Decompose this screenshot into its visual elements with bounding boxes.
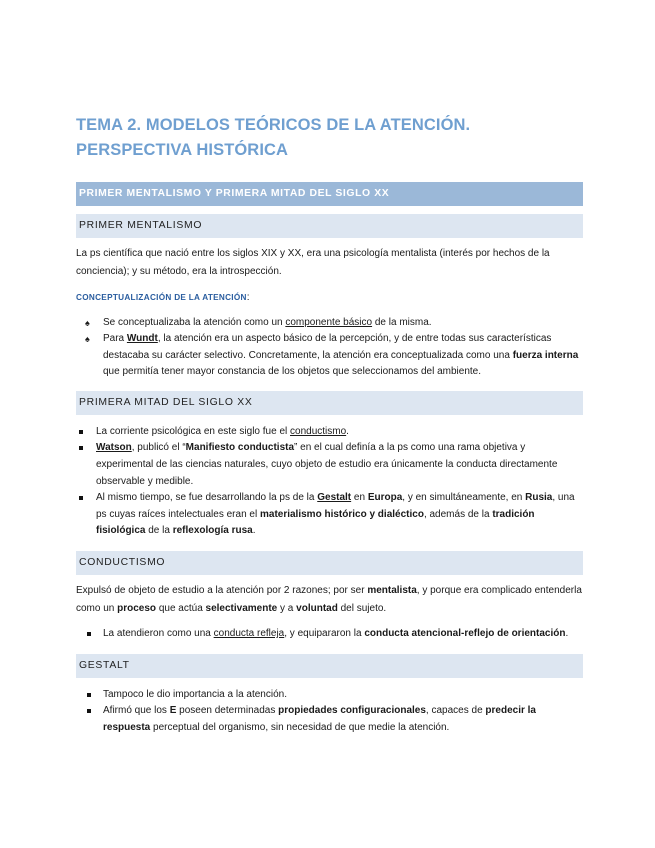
underlined-text: conductismo	[290, 425, 347, 437]
bold-text: reflexología rusa	[172, 525, 253, 537]
list-item	[76, 424, 583, 441]
text: La corriente psicológica en este siglo fue el	[96, 425, 291, 437]
bullet-list-primera-mitad	[76, 424, 583, 540]
text: , publicó el “	[131, 442, 186, 454]
bold-text: proceso	[117, 602, 157, 614]
document-page	[76, 113, 583, 736]
page-title: TEMA 2. MODELOS TEÓRICOS DE LA ATENCIÓN. PERSPECTIVA HISTÓRICA	[76, 116, 471, 159]
bullet-list-mentalismo	[76, 315, 583, 381]
square-bullet-icon	[87, 693, 91, 697]
text: Tampoco le dio importancia a la atención.	[103, 688, 287, 700]
paragraph-intro: La ps científica que nació entre los siglos XIX y XX, era una psicología mentalista (interés por hechos de la conciencia); y su método, era la introspección.	[76, 248, 550, 277]
bold-text: materialismo histórico y dialéctico	[259, 508, 424, 520]
text: Al mismo tiempo, se fue desarrollando la ps de la	[96, 492, 318, 504]
bold-text: propiedades configuracionales	[278, 705, 426, 717]
text: , una ps cuyas raíces intelectuales eran el	[96, 492, 575, 520]
text: y a	[277, 602, 297, 614]
section-main-heading: PRIMER MENTALISMO Y PRIMERA MITAD DEL SIGLO XX	[76, 182, 583, 206]
square-bullet-icon	[87, 709, 91, 713]
text: de la misma.	[372, 316, 432, 328]
text: poseen determinadas	[176, 705, 279, 717]
square-bullet-icon	[79, 496, 83, 500]
text: ” en el cual definía a la ps como una rama objetiva y experimental de las ciencias naturales, cuyo objeto de estudio era únicamente la conducta directamente observable y medible.	[96, 442, 558, 487]
bullet-list-gestalt	[76, 687, 583, 737]
section-heading-gestalt: GESTALT	[76, 654, 583, 678]
bold-text: tradición fisiológica	[96, 508, 535, 537]
underlined-bold-text: Watson	[96, 442, 132, 454]
section-heading-conductismo: CONDUCTISMO	[76, 551, 583, 575]
text: .	[346, 425, 349, 437]
underlined-bold-text: Wundt	[126, 333, 158, 345]
text: , la atención era un aspecto básico de la percepción, y de entre todas sus características destacaba su carácter selectivo. Concretamente, la atención era conceptualizada como una	[103, 333, 552, 361]
square-bullet-icon	[87, 632, 91, 636]
bold-text: predecir la respuesta	[103, 705, 536, 733]
subheading-text: CONCEPTUALIZACIÓN DE LA ATENCIÓN	[76, 293, 247, 302]
list-item	[76, 687, 583, 704]
text: de la	[145, 525, 173, 537]
bold-text: Europa	[367, 492, 403, 504]
text: Expulsó de objeto de estudio a la atención por 2 razones; por ser	[76, 585, 368, 597]
subheading-conceptualizacion	[76, 289, 583, 307]
text: , capaces de	[425, 705, 486, 717]
list-item	[76, 703, 583, 736]
bold-text: Rusia	[525, 492, 553, 504]
bold-text: selectivamente	[205, 602, 278, 614]
text: , y equipararon la	[284, 628, 365, 640]
section-heading-primera-mitad: PRIMERA MITAD DEL SIGLO XX	[76, 391, 583, 415]
text: Se conceptualizaba la atención como un	[103, 316, 286, 328]
text: , y porque era complicado entenderla como un	[76, 585, 582, 614]
list-item	[76, 490, 583, 540]
square-bullet-icon	[79, 430, 83, 434]
underlined-bold-text: Gestalt	[317, 492, 352, 504]
list-item	[76, 315, 583, 332]
bold-text: fuerza interna	[512, 349, 579, 361]
paragraph-conductismo	[76, 582, 583, 617]
text: .	[565, 628, 569, 640]
section-heading-primer-mentalismo: PRIMER MENTALISMO	[76, 214, 583, 238]
text: , y en simultáneamente, en	[402, 492, 526, 504]
underlined-text: conducta refleja	[213, 628, 285, 640]
subheading-colon: :	[246, 292, 250, 303]
square-bullet-icon	[79, 446, 83, 450]
text: , además de la	[423, 508, 493, 520]
text: .	[252, 525, 256, 537]
text: Para	[103, 333, 127, 345]
list-item	[76, 331, 583, 381]
bold-text: E	[169, 705, 177, 717]
fleur-bullet-icon: ♠	[85, 334, 90, 345]
text: Afirmó que los	[103, 705, 170, 717]
text: perceptual del organismo, sin necesidad de que medie la atención.	[150, 721, 450, 733]
text: La atendieron como una	[103, 628, 214, 640]
list-item	[76, 440, 583, 490]
underlined-text: componente básico	[285, 316, 373, 328]
bullet-list-conductismo	[76, 626, 583, 643]
list-item	[76, 626, 583, 643]
bold-text: mentalista	[367, 585, 417, 597]
text: que permitía tener mayor constancia de los objetos que seleccionamos del ambiente.	[103, 366, 481, 378]
bold-text: conducta atencional-reflejo de orientación	[364, 628, 566, 640]
fleur-bullet-icon: ♠	[85, 317, 90, 328]
text: que actúa	[156, 602, 206, 614]
bold-text: Manifiesto conductista	[185, 442, 295, 454]
text: del sujeto.	[337, 602, 387, 614]
bold-text: voluntad	[296, 602, 338, 614]
text: en	[351, 492, 368, 504]
